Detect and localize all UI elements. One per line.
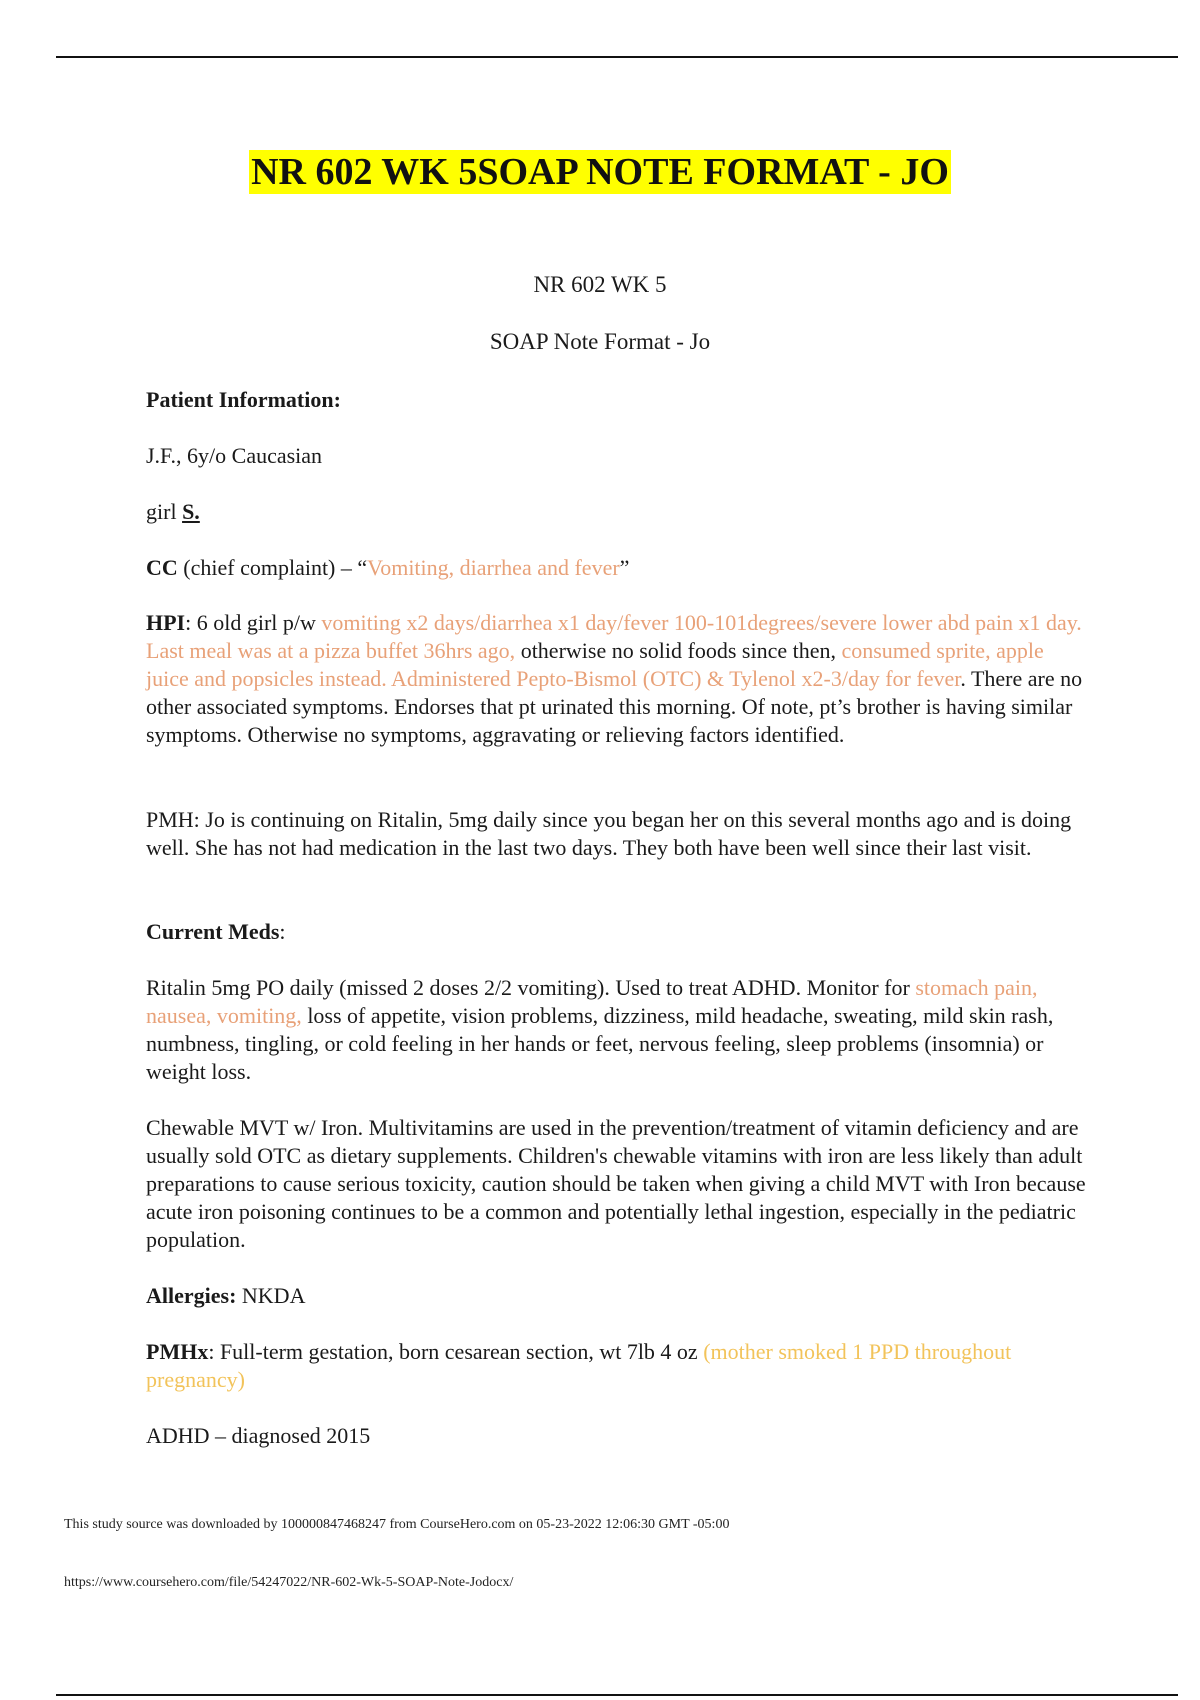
top-rule [56,56,1178,58]
cc-label: CC [146,555,178,580]
ritalin-highlight: stomach pain, nausea, vomiting, [146,975,1038,1028]
patient-info-line: J.F., 6y/o Caucasian [146,443,323,468]
source-url[interactable]: https://www.coursehero.com/file/54247022/NR-602-Wk-5-SOAP-Note-Jodocx/ [64,1575,514,1590]
hpi-paragraph: HPI: 6 old girl p/w vomiting x2 days/diarrhea x1 day/fever 100-101degrees/severe lower abd pain x1 day. Last meal was at a pizza buffet 36hrs ago, otherwise no solid foods since then, consumed sprite, apple juice and popsicles instead. Administered Pepto-Bismol (OTC) & Tylenol x2-3/day for fever. There are no other associated symptoms. Endorses that pt urinated this morning. Of note, pt’s brother is having similar symptoms. Otherwise no symptoms, aggravating or relieving factors identified. [146,610,1083,747]
pmhx-paragraph: PMHx: Full-term gestation, born cesarean section, wt 7lb 4 oz (mother smoked 1 PPD throughout pregnancy) [146,1339,1012,1392]
course-subtitle: NR 602 WK 5 [533,272,667,297]
chief-complaint: CC (chief complaint) – “Vomiting, diarrhea and fever” [146,555,630,580]
ritalin-paragraph: Ritalin 5mg PO daily (missed 2 doses 2/2 vomiting). Used to treat ADHD. Monitor for stomach pain, nausea, vomiting, loss of appetite, vision problems, dizziness, mild headache, sweating, mild skin rash, numbness, tingling, or cold feeling in her hands or feet, nervous feeling, sleep problems (insomnia) or weight loss. [146,975,1054,1084]
subjective-marker: S. [182,499,200,524]
pmhx-label: PMHx [146,1339,209,1364]
adhd-line: ADHD – diagnosed 2015 [146,1423,371,1448]
hpi-label: HPI [146,610,186,635]
hpi-highlight-1: vomiting x2 days/diarrhea x1 day/fever 100-101degrees/severe lower abd pain x1 day. Last meal was at a pizza buffet 36hrs ago, [146,610,1082,663]
note-subtitle: SOAP Note Format - Jo [489,329,711,354]
patient-info-line-2: girl S. [146,499,200,524]
title-container [0,150,1200,194]
mvt-paragraph: Chewable MVT w/ Iron. Multivitamins are used in the prevention/treatment of vitamin deficiency and are usually sold OTC as dietary supplements. Children's chewable vitamins with iron are less likely than adult preparations to cause serious toxicity, caution should be taken when giving a child MVT with Iron because acute iron poisoning continues to be a common and potentially lethal ingestion, especially in the pediatric population. [146,1115,1086,1252]
document-title: NR 602 WK 5SOAP NOTE FORMAT - JO [251,151,949,193]
download-notice: This study source was downloaded by 100000847468247 from CourseHero.com on 05-23-2022 12:06:30 GMT -05:00 [64,1517,730,1532]
allergies-line: Allergies: NKDA [146,1283,306,1308]
patient-info-heading: Patient Information: [146,387,341,412]
pmh-paragraph: PMH: Jo is continuing on Ritalin, 5mg daily since you began her on this several months ago and is doing well. She has not had medication in the last two days. They both have been well since their last visit. [146,807,1072,860]
pmhx-highlight: (mother smoked 1 PPD throughout pregnancy) [146,1339,1012,1392]
bottom-rule [56,1694,1178,1696]
cc-highlight: Vomiting, diarrhea and fever [367,555,620,580]
allergies-label: Allergies: [146,1283,237,1308]
current-meds-heading: Current Meds: [146,919,286,944]
hpi-highlight-2: consumed sprite, apple juice and popsicles instead. Administered Pepto-Bismol (OTC) & Tylenol x2-3/day for fever [146,638,1044,691]
